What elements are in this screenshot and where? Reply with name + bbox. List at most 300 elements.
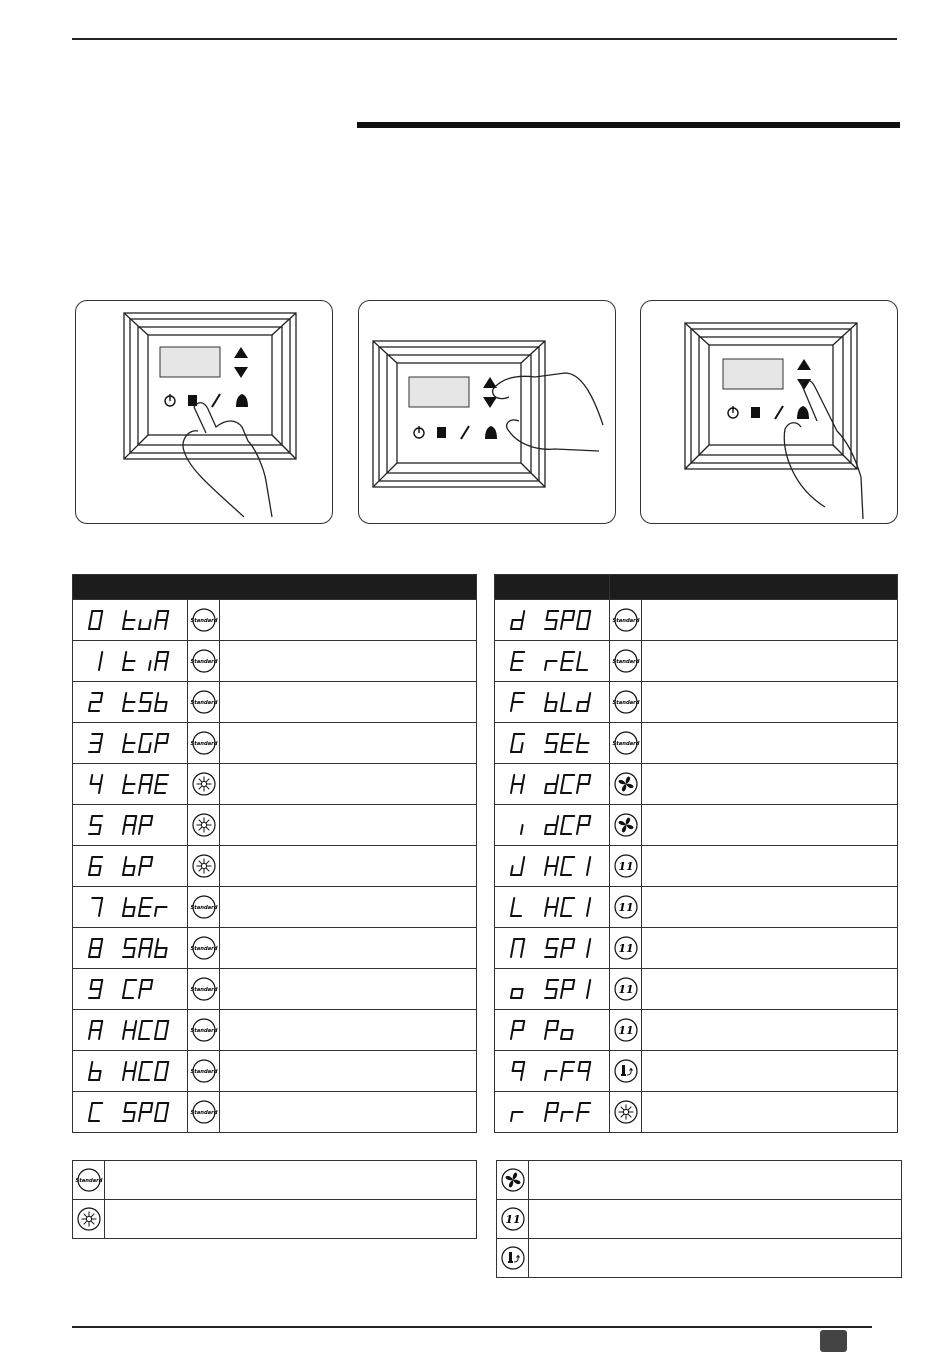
segment-glyph-code (561, 816, 574, 834)
parameter-code-cell (73, 1092, 188, 1133)
hand-drawing (493, 373, 603, 451)
segment-code-display (73, 1051, 187, 1091)
lcd-display (160, 347, 220, 377)
segment-glyph-code (155, 611, 168, 629)
segment-glyph-code (123, 816, 136, 834)
legend-row (73, 1161, 477, 1200)
segment-glyph-code (139, 980, 152, 998)
description-cell (220, 764, 477, 805)
segment-glyph-code (155, 907, 167, 916)
segment-glyph-code (139, 734, 152, 752)
mode-icon-cell (188, 1051, 220, 1092)
mode-icon-cell (188, 682, 220, 723)
segment-code-display (495, 1010, 609, 1050)
segment-code-display (73, 600, 187, 640)
segment-glyph-code (577, 1103, 590, 1121)
parameter-code-cell (73, 969, 188, 1010)
parameter-code-cell (495, 805, 610, 846)
segment-glyph-code (155, 693, 167, 711)
heat-recovery-icon (501, 1246, 525, 1270)
down-arrow-icon (234, 367, 248, 378)
segment-glyph-number (89, 1021, 102, 1039)
mode-icon-cell (610, 641, 642, 682)
description-cell (642, 764, 898, 805)
segment-glyph-code (545, 1103, 558, 1121)
segment-code-display (495, 764, 609, 804)
segment-glyph-number (511, 652, 524, 670)
segment-glyph-code (139, 1021, 152, 1039)
segment-glyph-code (561, 775, 574, 793)
svg-text:Standard: Standard (190, 946, 217, 952)
footer-rule (72, 1326, 872, 1328)
table-header-cell (610, 575, 898, 600)
parameter-code-cell (73, 846, 188, 887)
table-row (495, 887, 898, 928)
description-cell (642, 1051, 898, 1092)
segment-code-display (495, 641, 609, 681)
description-cell (642, 1092, 898, 1133)
segment-glyph-code (139, 898, 152, 916)
legend-description-cell (105, 1200, 477, 1239)
description-cell (642, 600, 898, 641)
segment-glyph-code (561, 1062, 574, 1080)
segment-glyph-code (155, 1021, 168, 1039)
table-row (495, 928, 898, 969)
segment-glyph-code (139, 620, 151, 629)
description-cell (220, 805, 477, 846)
mode-icon-cell (610, 969, 642, 1010)
segment-code-display (73, 969, 187, 1009)
segment-glyph-code (561, 611, 574, 629)
segment-glyph-code (561, 652, 574, 670)
table-row (73, 600, 477, 641)
legend-icon-cell (497, 1239, 529, 1278)
table-row (73, 682, 477, 723)
parameter-code-cell (73, 1051, 188, 1092)
table-row (73, 805, 477, 846)
segment-glyph-number (92, 898, 102, 916)
fan-icon (614, 772, 638, 796)
mode-icon-cell (188, 969, 220, 1010)
parameter-code-cell (495, 928, 610, 969)
segment-glyph-code (561, 898, 574, 916)
table-row (495, 764, 898, 805)
page-number-tab (820, 1330, 847, 1352)
two-circuit-icon (501, 1207, 525, 1231)
standard-mode-icon (192, 895, 216, 919)
table-row (73, 969, 477, 1010)
panel-illustration-1 (75, 300, 333, 524)
segment-glyph-code (545, 898, 558, 916)
segment-glyph-number (511, 1112, 523, 1121)
table-row (73, 1051, 477, 1092)
table-row (495, 682, 898, 723)
two-circuit-icon (614, 895, 638, 919)
segment-glyph-number (511, 1021, 524, 1039)
power-icon (728, 406, 738, 418)
legend-description-cell (105, 1161, 477, 1200)
segment-code-display (73, 805, 187, 845)
parameter-code-cell (495, 641, 610, 682)
mode-icon-cell (188, 805, 220, 846)
segment-glyph-number (89, 980, 102, 998)
parameter-code-cell (495, 1051, 610, 1092)
segment-code-display (495, 723, 609, 763)
segment-glyph-code (123, 939, 136, 957)
svg-text:11: 11 (617, 1024, 634, 1037)
segment-code-display (495, 887, 609, 927)
segment-glyph-code (561, 734, 574, 752)
segment-glyph-code (123, 652, 135, 670)
segment-glyph-code (139, 816, 152, 834)
table-row (73, 928, 477, 969)
segment-glyph-number (521, 825, 523, 834)
section-title-bar (357, 122, 900, 128)
segment-glyph-number (99, 652, 102, 670)
segment-glyph-code (123, 1103, 136, 1121)
segment-glyph-number (89, 939, 102, 957)
segment-glyph-code (561, 1030, 573, 1039)
segment-glyph-code (587, 939, 590, 957)
parameter-code-cell (73, 723, 188, 764)
parameter-code-cell (495, 1010, 610, 1051)
parameter-table-right (494, 574, 898, 1133)
legend-row (497, 1161, 902, 1200)
mode-key-icon (437, 427, 446, 438)
svg-text:Standard: Standard (612, 618, 639, 624)
svg-text:Standard: Standard (190, 700, 217, 706)
parameter-code-cell (495, 723, 610, 764)
svg-text:Standard: Standard (612, 741, 639, 747)
description-cell (642, 887, 898, 928)
sun-snowflake-icon (77, 1207, 101, 1231)
sun-snowflake-icon (614, 1100, 638, 1124)
parameter-code-cell (495, 764, 610, 805)
svg-text:Standard: Standard (612, 700, 639, 706)
segment-code-display (495, 928, 609, 968)
svg-text:Standard: Standard (75, 1178, 102, 1184)
table-row (495, 969, 898, 1010)
parameter-code-cell (495, 969, 610, 1010)
segment-code-display (495, 1051, 609, 1091)
parameter-code-cell (73, 805, 188, 846)
segment-code-display (73, 723, 187, 763)
table-row (495, 1051, 898, 1092)
up-arrow-icon (234, 347, 248, 358)
legend-table-right (496, 1160, 902, 1278)
description-cell (642, 641, 898, 682)
description-cell (220, 682, 477, 723)
svg-text:Standard: Standard (612, 659, 639, 665)
description-cell (220, 969, 477, 1010)
mode-icon-cell (188, 1010, 220, 1051)
description-cell (220, 1010, 477, 1051)
standard-mode-icon (192, 1100, 216, 1124)
segment-glyph-code (545, 693, 557, 711)
segment-glyph-code (545, 816, 558, 834)
parameter-code-cell (73, 764, 188, 805)
mode-key-icon (751, 407, 760, 418)
segment-glyph-code (577, 775, 590, 793)
segment-code-display (73, 928, 187, 968)
table-row (73, 723, 477, 764)
segment-glyph-number (91, 775, 103, 793)
segment-glyph-code (155, 1103, 168, 1121)
legend-description-cell (529, 1239, 902, 1278)
legend-description-cell (529, 1161, 902, 1200)
table-row (495, 805, 898, 846)
mode-icon-cell (610, 600, 642, 641)
segment-code-display (73, 764, 187, 804)
two-circuit-icon (614, 936, 638, 960)
segment-code-display (495, 969, 609, 1009)
two-circuit-icon (614, 1018, 638, 1042)
description-cell (220, 641, 477, 682)
segment-code-display (73, 682, 187, 722)
segment-glyph-code (123, 898, 135, 916)
segment-glyph-code (545, 775, 558, 793)
legend-row (73, 1200, 477, 1239)
table-header (495, 575, 898, 600)
legend-icon-cell (73, 1161, 105, 1200)
segment-glyph-code (139, 693, 152, 711)
parameter-code-cell (73, 1010, 188, 1051)
panel-illustration-3 (640, 300, 898, 524)
down-arrow-icon (483, 397, 497, 408)
table-row (73, 1010, 477, 1051)
segment-glyph-code (155, 775, 168, 793)
segment-code-display (495, 1092, 609, 1132)
svg-text:Standard: Standard (190, 659, 217, 665)
segment-code-display (495, 600, 609, 640)
legend-table-left (72, 1160, 477, 1239)
mode-icon-cell (188, 764, 220, 805)
table-row (73, 641, 477, 682)
segment-glyph-number (511, 857, 524, 875)
segment-glyph-code (545, 1071, 557, 1080)
svg-text:Standard: Standard (190, 987, 217, 993)
description-cell (642, 846, 898, 887)
description-cell (220, 928, 477, 969)
segment-glyph-number (89, 693, 102, 711)
description-cell (642, 928, 898, 969)
mode-icon-cell (188, 928, 220, 969)
power-icon (165, 394, 175, 406)
legend-row (497, 1200, 902, 1239)
up-arrow-icon (797, 359, 811, 370)
segment-glyph-number (513, 1062, 525, 1080)
svg-text:11: 11 (504, 1213, 521, 1226)
description-cell (642, 723, 898, 764)
mode-icon-cell (610, 1010, 642, 1051)
segment-glyph-code (123, 980, 136, 998)
segment-glyph-code (561, 939, 574, 957)
segment-code-display (73, 1010, 187, 1050)
tool-icon (775, 406, 783, 419)
segment-glyph-code (561, 693, 571, 711)
segment-code-display (73, 1092, 187, 1132)
segment-glyph-number (89, 1062, 101, 1080)
standard-mode-icon (192, 1059, 216, 1083)
description-cell (642, 1010, 898, 1051)
mode-icon-cell (610, 682, 642, 723)
mode-icon-cell (610, 805, 642, 846)
segment-glyph-code (577, 693, 590, 711)
segment-glyph-code (123, 734, 135, 752)
legend-description-cell (529, 1200, 902, 1239)
tool-icon (461, 426, 469, 439)
bell-icon (797, 406, 809, 419)
segment-glyph-code (561, 1112, 573, 1121)
segment-glyph-code (149, 661, 151, 670)
table-row (495, 641, 898, 682)
segment-glyph-number (511, 693, 524, 711)
segment-glyph-code (139, 775, 152, 793)
lcd-display (409, 377, 469, 407)
mode-icon-cell (188, 846, 220, 887)
segment-glyph-code (545, 734, 558, 752)
segment-glyph-code (139, 1062, 152, 1080)
sun-snowflake-icon (192, 772, 216, 796)
mode-icon-cell (610, 764, 642, 805)
panel-illustration-2 (358, 300, 616, 524)
segment-glyph-code (545, 980, 558, 998)
table-row (73, 887, 477, 928)
mode-icon-cell (610, 1092, 642, 1133)
segment-glyph-number (89, 1103, 102, 1121)
description-cell (220, 887, 477, 928)
mode-icon-cell (188, 641, 220, 682)
fan-icon (614, 813, 638, 837)
header-rule (72, 38, 897, 40)
parameter-code-cell (73, 682, 188, 723)
description-cell (220, 1051, 477, 1092)
segment-glyph-number (89, 857, 102, 875)
segment-glyph-code (545, 939, 558, 957)
segment-glyph-code (577, 652, 587, 670)
svg-text:11: 11 (617, 942, 634, 955)
parameter-code-cell (73, 600, 188, 641)
two-circuit-icon (614, 977, 638, 1001)
parameter-table-left (72, 574, 477, 1133)
svg-text:11: 11 (617, 860, 634, 873)
segment-glyph-code (139, 857, 152, 875)
keypad-frame (124, 313, 296, 459)
svg-text:Standard: Standard (190, 1110, 217, 1116)
segment-glyph-code (545, 611, 558, 629)
segment-glyph-code (587, 980, 590, 998)
segment-glyph-number (89, 816, 102, 834)
two-circuit-icon (614, 854, 638, 878)
segment-glyph-number (511, 734, 524, 752)
heat-recovery-icon (614, 1059, 638, 1083)
segment-glyph-code (123, 1021, 136, 1039)
segment-glyph-code (155, 652, 168, 670)
table-row (73, 1092, 477, 1133)
segment-glyph-number (511, 939, 524, 957)
mode-icon-cell (610, 1051, 642, 1092)
svg-text:Standard: Standard (190, 741, 217, 747)
description-cell (220, 723, 477, 764)
segment-glyph-code (123, 857, 135, 875)
segment-glyph-code (155, 1062, 168, 1080)
segment-glyph-code (577, 734, 589, 752)
svg-text:Standard: Standard (190, 618, 217, 624)
segment-code-display (73, 641, 187, 681)
segment-glyph-code (545, 857, 558, 875)
segment-glyph-code (155, 939, 167, 957)
parameter-code-cell (73, 928, 188, 969)
description-cell (642, 682, 898, 723)
bell-icon (236, 394, 248, 407)
parameter-code-cell (495, 600, 610, 641)
description-cell (220, 1092, 477, 1133)
parameter-code-cell (73, 887, 188, 928)
mode-icon-cell (610, 928, 642, 969)
segment-glyph-code (561, 980, 574, 998)
mode-icon-cell (610, 846, 642, 887)
segment-code-display (495, 805, 609, 845)
standard-mode-icon (192, 936, 216, 960)
segment-glyph-code (587, 857, 590, 875)
segment-glyph-code (577, 816, 590, 834)
segment-glyph-number (89, 611, 102, 629)
mode-icon-cell (188, 1092, 220, 1133)
standard-mode-icon (614, 731, 638, 755)
segment-glyph-code (545, 661, 557, 670)
segment-glyph-number (511, 775, 524, 793)
standard-mode-icon (77, 1168, 101, 1192)
legend-icon-cell (497, 1161, 529, 1200)
segment-glyph-code (155, 734, 168, 752)
legend-icon-cell (73, 1200, 105, 1239)
segment-glyph-code (587, 898, 590, 916)
segment-glyph-number (511, 611, 524, 629)
table-row (73, 846, 477, 887)
segment-glyph-code (139, 1103, 152, 1121)
hand-drawing (183, 403, 272, 517)
segment-glyph-code (139, 939, 152, 957)
table-row (495, 723, 898, 764)
segment-glyph-code (561, 857, 574, 875)
table-header-cell (73, 575, 477, 600)
svg-text:Standard: Standard (190, 905, 217, 911)
tool-icon (212, 394, 220, 407)
mode-icon-cell (188, 887, 220, 928)
svg-text:Standard: Standard (190, 1028, 217, 1034)
svg-text:11: 11 (617, 983, 634, 996)
fan-icon (501, 1168, 525, 1192)
legend-row (497, 1239, 902, 1278)
description-cell (220, 846, 477, 887)
segment-glyph-number (511, 898, 521, 916)
parameter-code-cell (73, 641, 188, 682)
table-header (73, 575, 477, 600)
table-row (73, 764, 477, 805)
segment-glyph-code (123, 693, 135, 711)
description-cell (642, 805, 898, 846)
lcd-display (723, 359, 783, 389)
bell-icon (485, 426, 497, 439)
segment-code-display (73, 887, 187, 927)
segment-glyph-code (123, 611, 135, 629)
segment-glyph-code (123, 1062, 136, 1080)
table-row (495, 1092, 898, 1133)
segment-code-display (73, 846, 187, 886)
mode-icon-cell (188, 600, 220, 641)
standard-mode-icon (614, 649, 638, 673)
parameter-code-cell (495, 682, 610, 723)
